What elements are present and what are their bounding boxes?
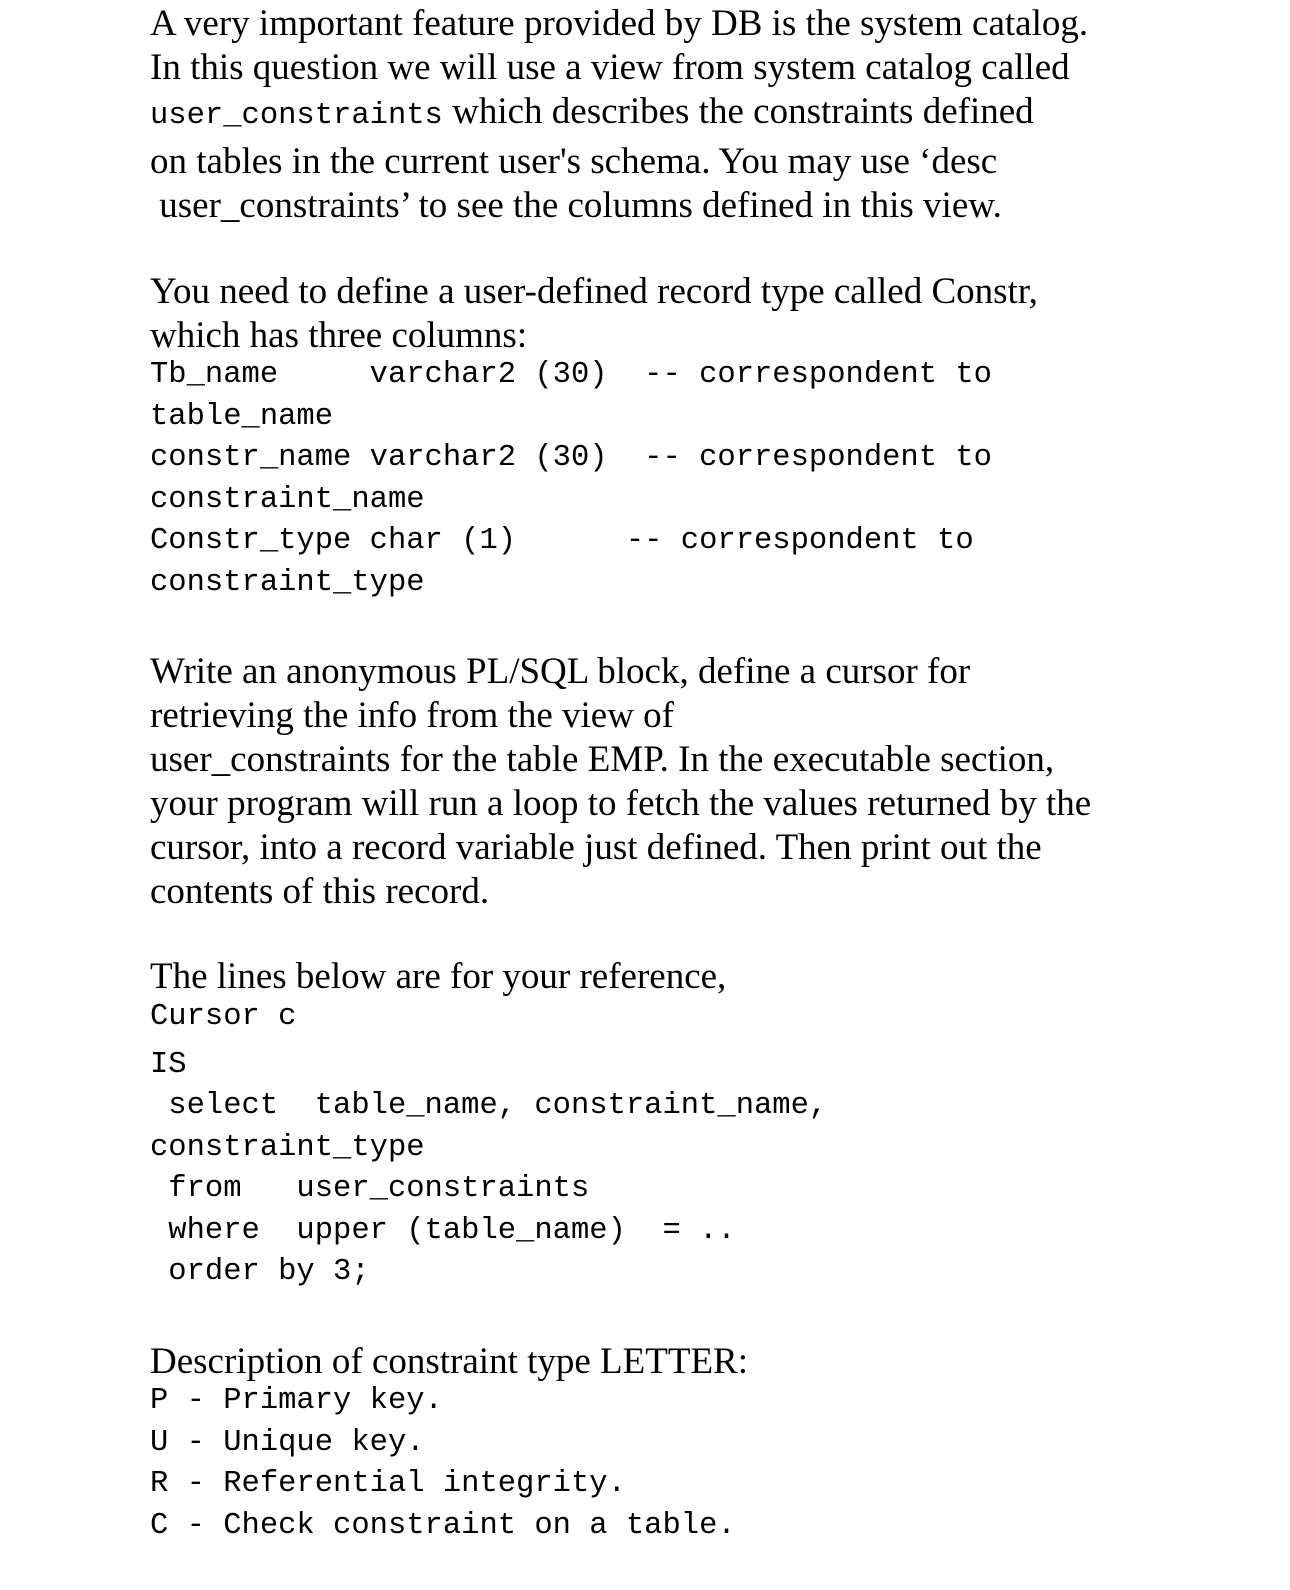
task-line-2: retrieving the info from the view of [150, 695, 674, 736]
intro-paragraph [150, 2, 1088, 228]
reference-heading [150, 955, 726, 999]
reference-heading-text: The lines below are for your reference, [150, 956, 727, 997]
code-line: Cursor c [150, 1000, 297, 1034]
reference-code [150, 997, 827, 1294]
types-heading-text: Description of constraint type LETTER: [150, 1341, 749, 1382]
task-line-4: your program will run a loop to fetch the values returned by the [150, 783, 1092, 824]
types-heading [150, 1340, 748, 1384]
code-line: select table_name, constraint_name, [150, 1089, 828, 1123]
record-column-line: constraint_name [150, 482, 425, 517]
record-column-line: constr_name varchar2 (30) -- correspondent to [150, 441, 992, 475]
intro-line-1: A very important feature provided by DB is the system catalog. [150, 3, 1089, 44]
code-line: IS [150, 1047, 187, 1082]
intro-code-user-constraints: user_constraints [150, 99, 443, 133]
task-line-1: Write an anonymous PL/SQL block, define a cursor for [150, 651, 971, 692]
intro-line-2: In this question we will use a view from system catalog called [150, 47, 1070, 88]
record-columns-code [150, 355, 992, 604]
record-line-1: You need to define a user-defined record type called Constr, [150, 271, 1038, 312]
type-item-r: R - Referential integrity. [150, 1467, 626, 1501]
types-list [150, 1381, 736, 1547]
intro-line-5: user_constraints’ to see the columns defined in this view. [150, 185, 1002, 226]
code-line: where upper (table_name) = .. [150, 1213, 736, 1248]
code-line: constraint_type [150, 1130, 425, 1165]
task-line-5: cursor, into a record variable just defined. Then print out the [150, 827, 1042, 868]
record-column-line: table_name [150, 399, 334, 434]
record-paragraph [150, 270, 1038, 358]
record-column-line: Constr_type char (1) -- correspondent to [150, 524, 974, 558]
record-column-line: constraint_type [150, 565, 425, 600]
intro-line-4: on tables in the current user's schema. You may use ‘desc [150, 141, 998, 182]
type-item-p: P - Primary key. [150, 1384, 443, 1418]
intro-line-3 [150, 90, 1088, 138]
task-line-3: user_constraints for the table EMP. In the executable section, [150, 739, 1055, 780]
intro-line-3-text: which describes the constraints defined [442, 91, 1034, 132]
code-line: order by 3; [150, 1255, 370, 1289]
type-item-u: U - Unique key. [150, 1425, 425, 1460]
record-column-line: Tb_name varchar2 (30) -- correspondent to [150, 358, 992, 392]
task-line-6: contents of this record. [150, 871, 490, 912]
task-paragraph [150, 650, 1091, 914]
record-line-2: which has three columns: [150, 315, 528, 356]
type-item-c: C - Check constraint on a table. [150, 1508, 736, 1543]
code-line: from user_constraints [150, 1172, 590, 1206]
